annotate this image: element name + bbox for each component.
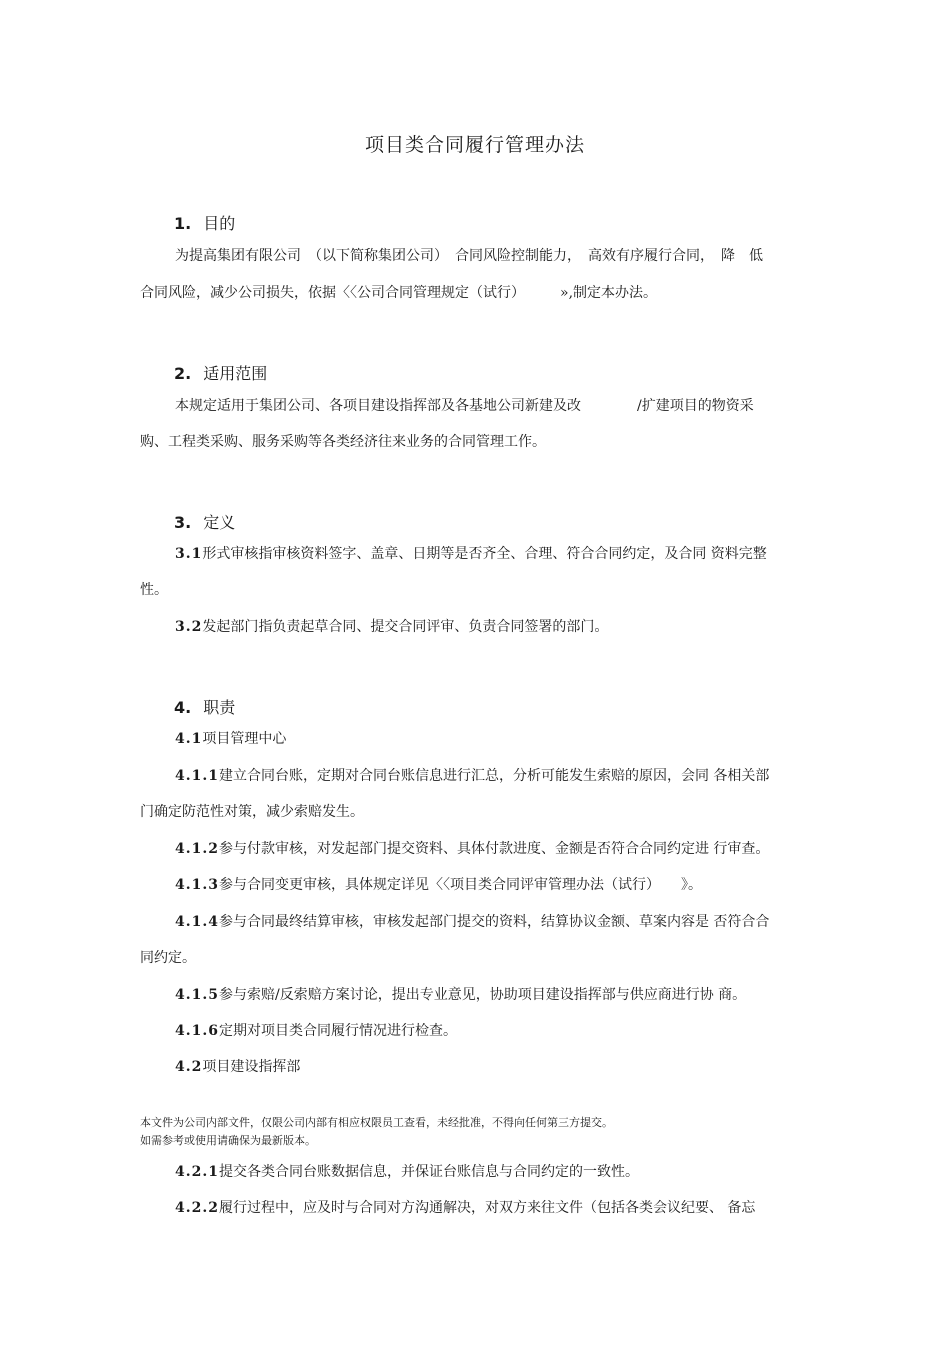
clause-text: 参与合同最终结算审核，审核发起部门提交的资料，结算协议金额、草案内容是 否符合合 bbox=[218, 914, 770, 930]
section-number: 1. bbox=[174, 214, 192, 233]
paragraph-line: 为提高集团有限公司 （以下简称集团公司） 合同风险控制能力， 高效有序履行合同， 降 低 bbox=[175, 248, 763, 264]
clause-number: 4.1.2 bbox=[175, 841, 219, 857]
paragraph-line: 性。 bbox=[140, 582, 168, 598]
clause-4-2-2 bbox=[175, 1198, 755, 1218]
clause-text: 提交各类合同台账数据信息，并保证台账信息与合同约定的一致性。 bbox=[218, 1164, 639, 1180]
clause-number: 4.2.2 bbox=[175, 1200, 219, 1216]
section-title: 适用范围 bbox=[203, 364, 268, 383]
clause-number: 4.2 bbox=[175, 1059, 203, 1075]
clause-number: 4.1 bbox=[175, 731, 203, 747]
clause-4-1-5 bbox=[175, 985, 746, 1005]
clause-text: 参与付款审核，对发起部门提交资料、具体付款进度、金额是否符合合同约定进 行审查。 bbox=[218, 841, 770, 857]
clause-number: 4.1.5 bbox=[175, 987, 219, 1003]
clause-number: 4.1.3 bbox=[175, 877, 219, 893]
footer-notice-line-1: 本文件为公司内部文件，仅限公司内部有相应权限员工查看，未经批准，不得向任何第三方提交。 bbox=[140, 1116, 613, 1129]
paragraph-line: 购、工程类采购、服务采购等各类经济往来业务的合同管理工作。 bbox=[140, 434, 546, 450]
clause-text: 项目建设指挥部 bbox=[202, 1059, 301, 1075]
clause-text: 履行过程中，应及时与合同对方沟通解决，对双方来往文件（包括各类会议纪要、 备忘 bbox=[218, 1200, 756, 1216]
section-title: 职责 bbox=[203, 698, 236, 717]
section-title: 目的 bbox=[203, 214, 236, 233]
clause-4-1-3 bbox=[175, 875, 702, 895]
section-number: 2. bbox=[174, 364, 192, 383]
clause-3-2 bbox=[175, 617, 608, 637]
clause-3-1 bbox=[175, 544, 767, 564]
section-1-heading bbox=[174, 211, 235, 234]
clause-number: 4.1.6 bbox=[175, 1023, 219, 1039]
clause-text: 项目管理中心 bbox=[202, 731, 287, 747]
footer-notice-line-2: 如需参考或使用请确保为最新版本。 bbox=[140, 1134, 316, 1147]
clause-number: 3.1 bbox=[175, 546, 203, 562]
section-number: 3. bbox=[174, 513, 192, 532]
clause-text: 参与索赔/反索赔方案讨论，提出专业意见，协助项目建设指挥部与供应商进行协 商。 bbox=[218, 987, 747, 1003]
document-title: 项目类合同履行管理办法 bbox=[364, 134, 585, 156]
clause-number: 4.2.1 bbox=[175, 1164, 219, 1180]
section-number: 4. bbox=[174, 698, 192, 717]
clause-4-1-6 bbox=[175, 1021, 457, 1041]
section-2-heading bbox=[174, 361, 267, 384]
paragraph-line: 同约定。 bbox=[140, 950, 196, 966]
section-title: 定义 bbox=[203, 513, 236, 532]
section-4-heading bbox=[174, 695, 235, 718]
clause-text: 建立合同台账，定期对合同台账信息进行汇总，分析可能发生索赔的原因，会同 各相关部 bbox=[218, 768, 770, 784]
clause-text: 发起部门指负责起草合同、提交合同评审、负责合同签署的部门。 bbox=[202, 619, 609, 635]
paragraph-line: 本规定适用于集团公司、各项目建设指挥部及各基地公司新建及改 /扩建项目的物资采 bbox=[175, 398, 754, 414]
paragraph-line: 门确定防范性对策，减少索赔发生。 bbox=[140, 804, 364, 820]
clause-number: 3.2 bbox=[175, 619, 203, 635]
clause-4-1 bbox=[175, 729, 286, 749]
clause-4-2 bbox=[175, 1057, 300, 1077]
clause-number: 4.1.4 bbox=[175, 914, 219, 930]
clause-text: 形式审核指审核资料签字、盖章、日期等是否齐全、合理、符合合同约定，及合同 资料完整 bbox=[202, 546, 767, 562]
clause-text: 参与合同变更审核，具体规定详见〈〈项目类合同评审管理办法（试行） 》。 bbox=[218, 877, 702, 893]
paragraph-line: 合同风险，减少公司损失，依据〈〈公司合同管理规定（试行） »,制定本办法。 bbox=[140, 285, 658, 301]
clause-4-1-2 bbox=[175, 839, 769, 859]
clause-4-2-1 bbox=[175, 1162, 639, 1182]
section-3-heading bbox=[174, 510, 235, 533]
clause-4-1-1 bbox=[175, 766, 769, 786]
clause-number: 4.1.1 bbox=[175, 768, 219, 784]
clause-text: 定期对项目类合同履行情况进行检查。 bbox=[218, 1023, 457, 1039]
clause-4-1-4 bbox=[175, 912, 769, 932]
